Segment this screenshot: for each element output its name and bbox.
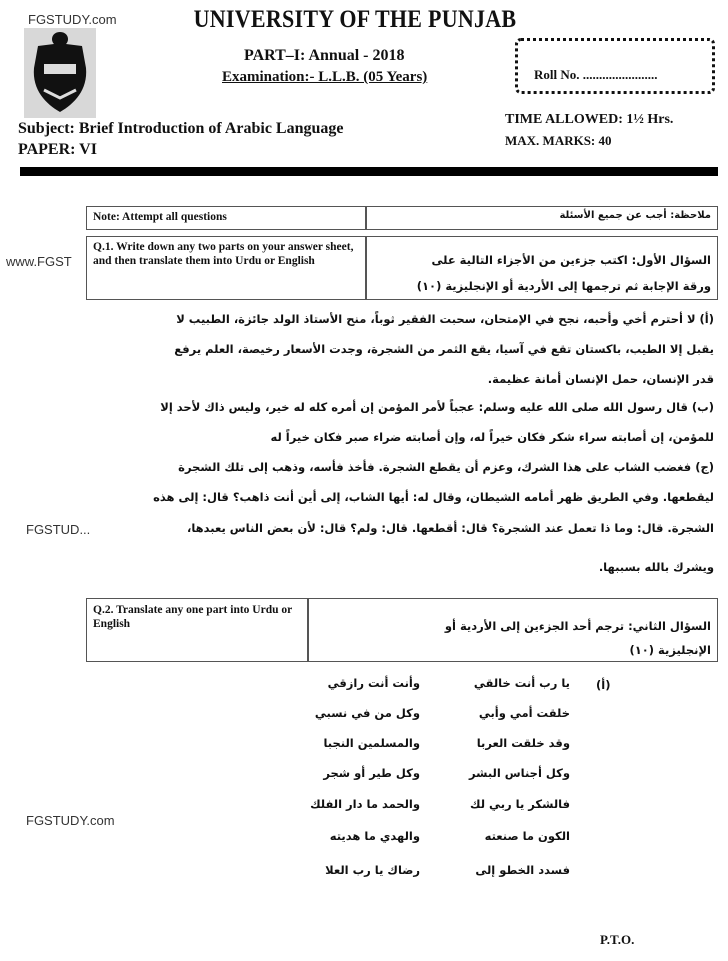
poem-first-hemistich: وقد خلقت العربا bbox=[476, 736, 570, 750]
q2-arabic-line: السؤال الثاني: ترجم أحد الجزءين إلى الأردية أو bbox=[444, 619, 711, 633]
poem-first-hemistich: وكل أجناس البشر bbox=[468, 766, 570, 780]
watermark: FGSTUDY.com bbox=[26, 813, 115, 828]
q1-instruction-box bbox=[86, 236, 718, 300]
q1-text-line: الشجرة. قال: وما ذا تعمل عند الشجرة؟ قال: أقطعها. قال: ولم؟ قال: لأن بعض الناس يعبدها، bbox=[186, 521, 714, 535]
note-english: Note: Attempt all questions bbox=[93, 211, 227, 223]
q1-text-line: يقبل إلا الطيب، باكستان تقع في آسيا، يقع الثمر من الشجرة، وجدت الأسعار رخيصة، العلم يرفع bbox=[174, 342, 714, 356]
poem-second-hemistich: والهدي ما هديته bbox=[329, 829, 420, 843]
q2-part-marker: (أ) bbox=[596, 678, 611, 692]
note-row bbox=[86, 206, 718, 230]
subject-label: Subject: Brief Introduction of Arabic Language bbox=[18, 120, 344, 137]
header-divider bbox=[20, 167, 718, 176]
q1-text-line: للمؤمن، إن أصابته سراء شكر فكان خيراً له، وإن أصابته ضراء صبر فكان خيراً له bbox=[270, 430, 714, 444]
roll-number-box[interactable] bbox=[515, 38, 715, 94]
q1-arabic-line: السؤال الأول: اكتب جزءين من الأجزاء التالية على bbox=[431, 253, 711, 267]
poem-second-hemistich: وأنت أنت رازقي bbox=[327, 676, 420, 690]
poem-first-hemistich: خلقت أمي وأبي bbox=[478, 706, 570, 720]
max-marks: MAX. MARKS: 40 bbox=[505, 133, 612, 148]
note-arabic: ملاحظة: أجب عن جميع الأسئلة bbox=[559, 210, 711, 221]
q1-text-line: (ج) فغضب الشاب على هذا الشرك، وعزم أن يقطع الشجرة. فأخذ فأسه، وذهب إلى تلك الشجرة bbox=[178, 460, 714, 474]
q1-arabic-line: ورقة الإجابة ثم ترجمها إلى الأردية أو الإنجليزية (١٠) bbox=[416, 279, 711, 293]
q1-text-line: (أ) لا أحترم أخي وأحبه، نجح في الإمتحان، سحبت الفقير ثوباً، منح الأستاذ الولد جائزة، الطبيب لا bbox=[176, 312, 714, 326]
time-allowed: TIME ALLOWED: 1½ Hrs. bbox=[505, 112, 674, 127]
poem-first-hemistich: فسدد الخطو إلى bbox=[475, 863, 570, 877]
q1-text-line: (ب) قال رسول الله صلى الله عليه وسلم: عجباً لأمر المؤمن إن أمره كله له خير، وليس ذاك لأحد إلا bbox=[160, 400, 714, 414]
q1-text-line: ليقطعها. وفي الطريق ظهر أمامه الشيطان، وقال له: أيها الشاب، إلى أين أنت ذاهب؟ قال: إلى هذه bbox=[153, 490, 714, 504]
paper-label: PAPER: VI bbox=[18, 141, 97, 158]
q2-instruction-box bbox=[86, 598, 718, 662]
poem-first-hemistich: يا رب أنت خالقي bbox=[473, 676, 570, 690]
part-label: PART–I: Annual - 2018 bbox=[244, 47, 405, 64]
poem-second-hemistich: والمسلمين النجبا bbox=[323, 736, 420, 750]
poem-first-hemistich: الكون ما صنعته bbox=[484, 829, 570, 843]
poem-second-hemistich: وكل من في نسبي bbox=[314, 706, 420, 720]
watermark: FGSTUDY.com bbox=[28, 12, 117, 27]
q1-text-line: قدر الإنسان، حمل الإنسان أمانة عظيمة. bbox=[487, 372, 714, 386]
watermark: www.FGST bbox=[6, 254, 72, 269]
roll-number-label: Roll No. ....................... bbox=[534, 67, 658, 82]
q2-arabic-line: الإنجليزية (١٠) bbox=[629, 643, 711, 657]
q1-text-line: ويشرك بالله بسببها. bbox=[598, 560, 714, 574]
poem-second-hemistich: رضاك يا رب العلا bbox=[325, 863, 420, 877]
pto-label: P.T.O. bbox=[600, 932, 635, 947]
q1-english: Q.1. Write down any two parts on your answer sheet, and then translate them into Urdu or English bbox=[93, 241, 354, 267]
university-title: UNIVERSITY OF THE PUNJAB bbox=[193, 6, 517, 33]
watermark: FGSTUD... bbox=[26, 522, 91, 537]
examination-label: Examination:- L.L.B. (05 Years) bbox=[222, 69, 428, 85]
poem-second-hemistich: والحمد ما دار الفلك bbox=[310, 797, 420, 811]
university-logo bbox=[24, 28, 96, 118]
poem-second-hemistich: وكل طير أو شجر bbox=[323, 766, 420, 780]
poem-first-hemistich: فالشكر يا ربي لك bbox=[470, 797, 570, 811]
q2-english: Q.2. Translate any one part into Urdu or English bbox=[93, 604, 293, 630]
